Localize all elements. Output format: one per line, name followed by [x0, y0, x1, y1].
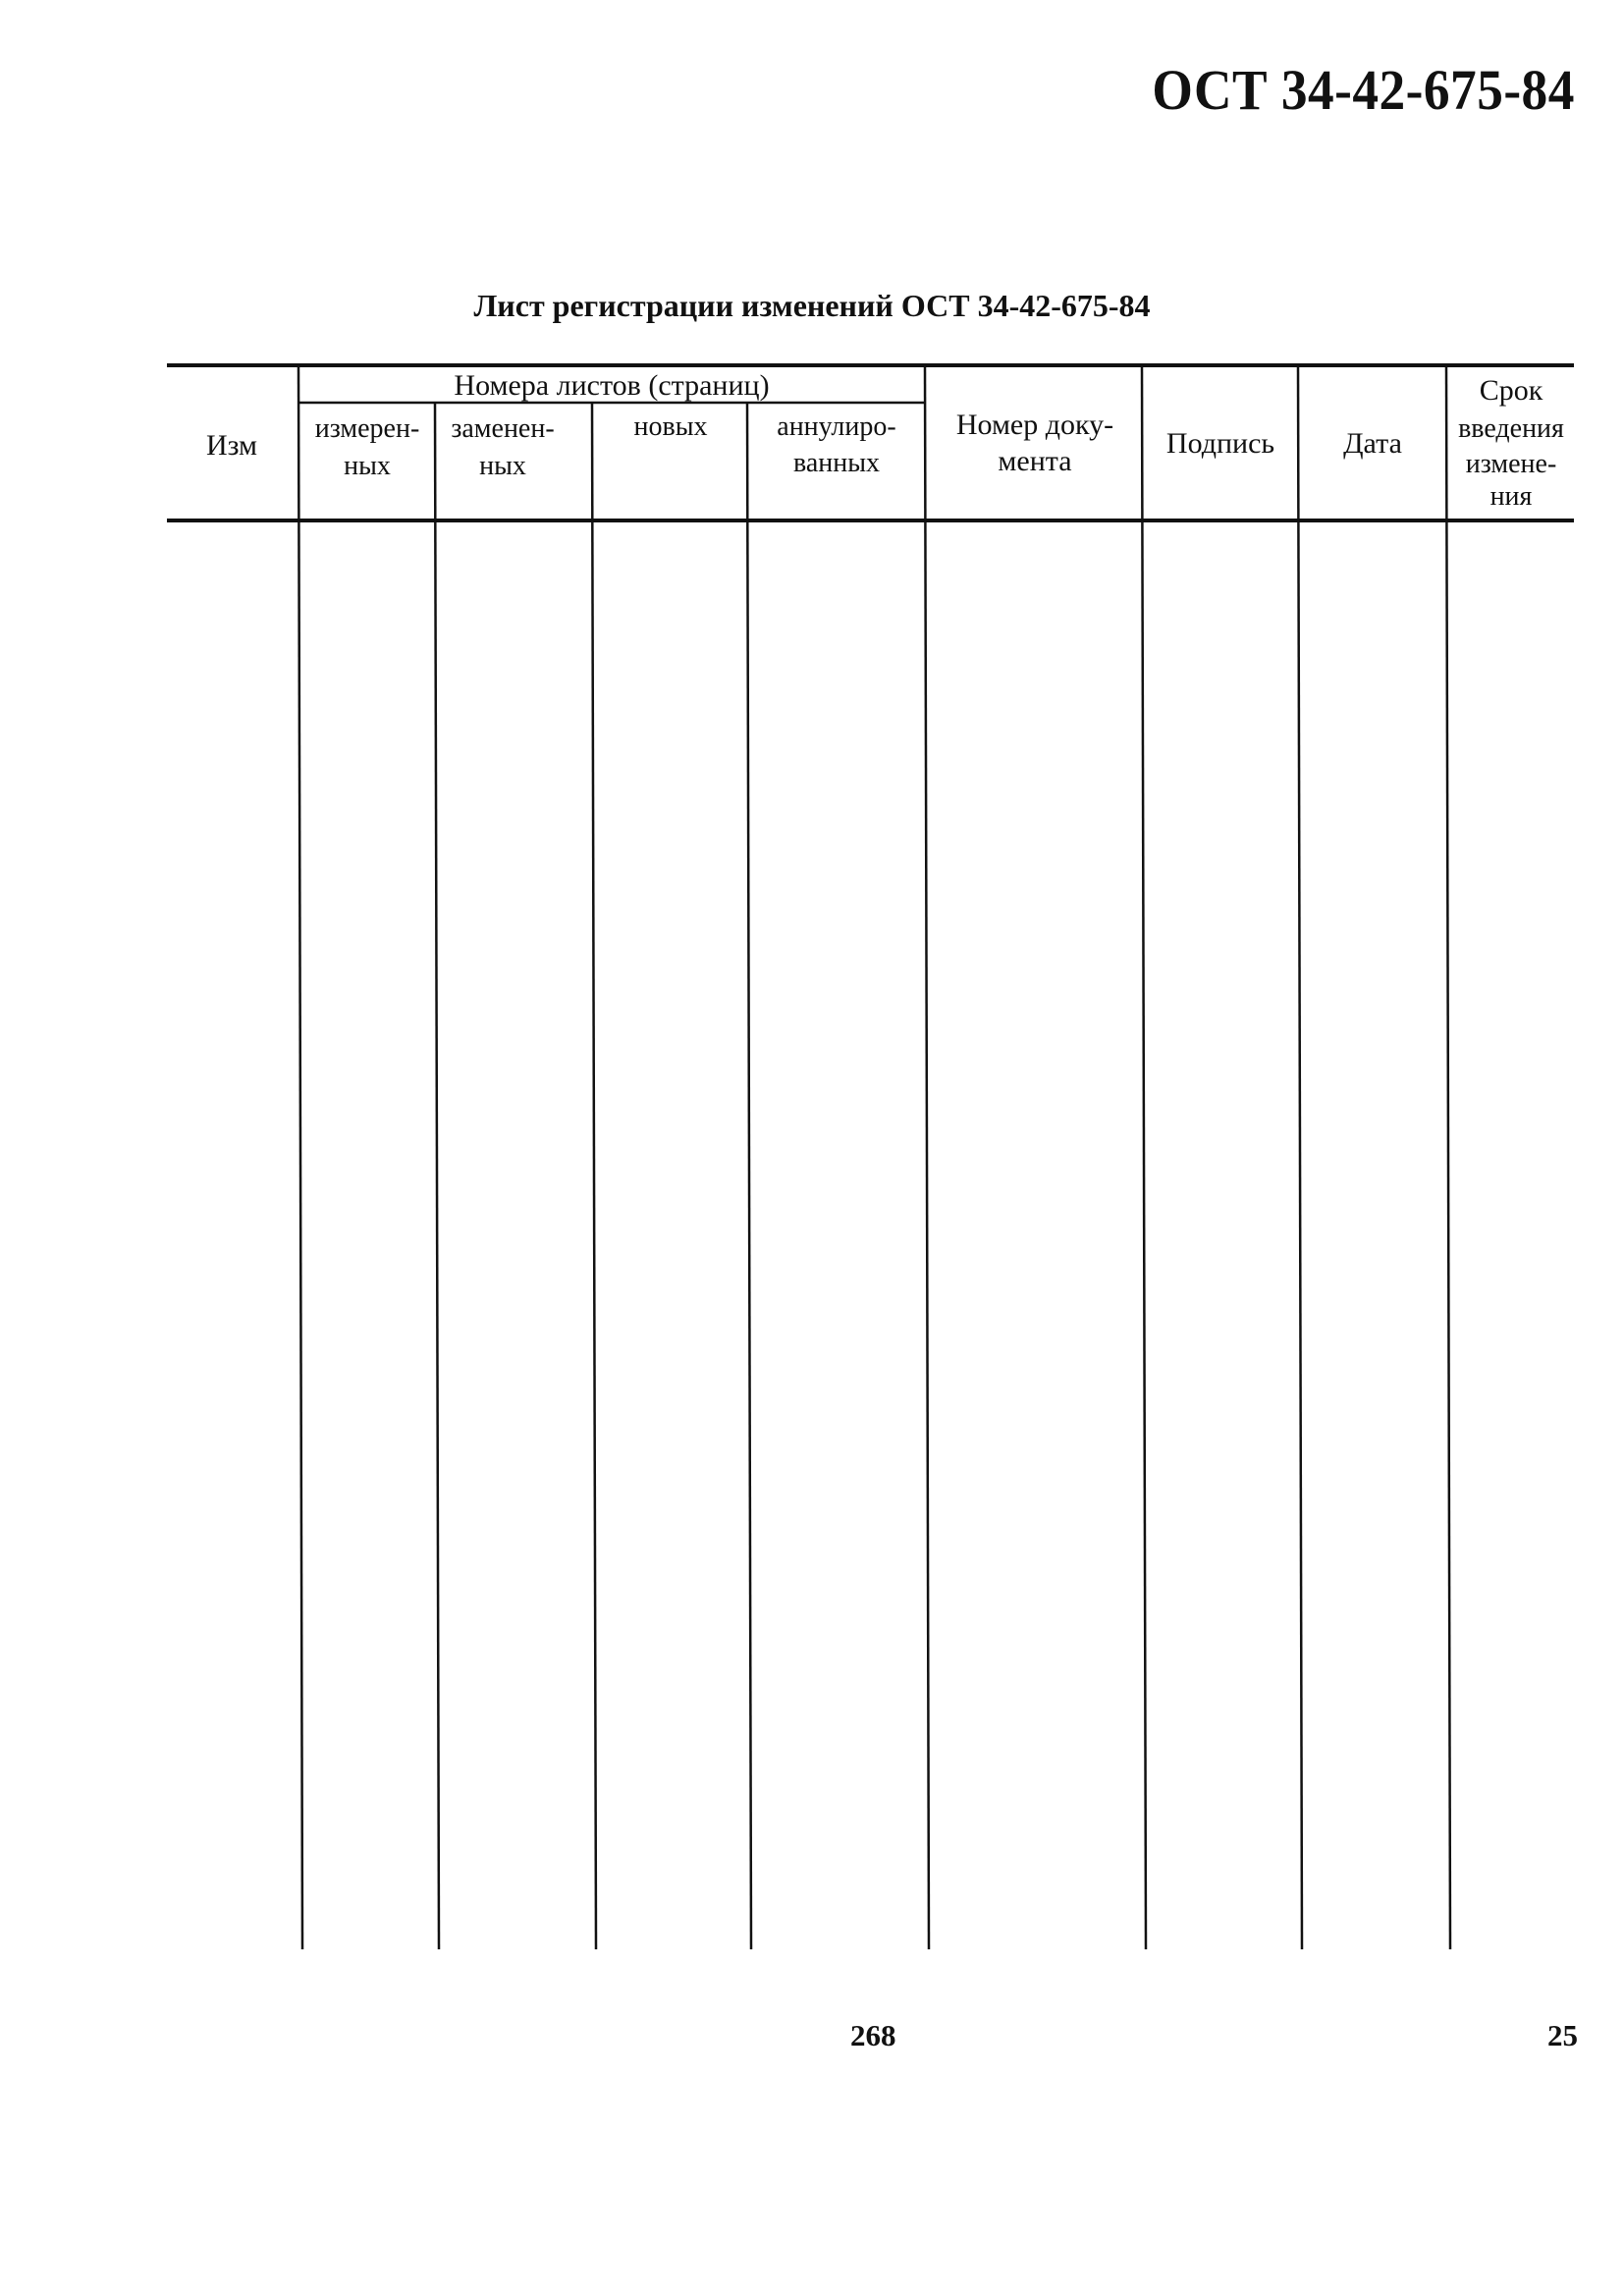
- column-header-effective-line2: введения: [1458, 413, 1564, 444]
- column-divider-5: [925, 365, 929, 1949]
- column-header-cancelled-line2: ванных: [792, 448, 881, 478]
- column-header-changed-line2: ных: [344, 451, 391, 481]
- column-header-date: Дата: [1343, 427, 1402, 460]
- page-number-right: 25: [1547, 2018, 1578, 2052]
- column-header-doc-number-line2: мента: [998, 445, 1072, 477]
- group-header-sheet-numbers: Номера листов (страниц): [454, 369, 770, 402]
- sheet-title: Лист регистрации изменений ОСТ 34-42-675-84: [473, 288, 1151, 323]
- column-header-replaced-line1: заменен-: [451, 413, 555, 444]
- column-divider-2: [435, 403, 439, 1949]
- column-divider-6: [1142, 365, 1146, 1949]
- column-divider-7: [1298, 365, 1302, 1949]
- column-header-effective-line4: ния: [1489, 481, 1533, 512]
- column-divider-8: [1446, 365, 1450, 1949]
- document-code: ОСТ 34-42-675-84: [1152, 58, 1575, 122]
- column-header-changed-line1: измерен-: [314, 413, 420, 444]
- column-divider-1: [298, 365, 302, 1949]
- column-header-effective-line3: измене-: [1465, 449, 1557, 479]
- column-divider-3: [592, 403, 596, 1949]
- column-header-cancelled-line1: аннулиро-: [777, 411, 896, 442]
- column-header-effective-line1: Срок: [1479, 374, 1543, 407]
- column-header-doc-number-line1: Номер доку-: [955, 409, 1114, 441]
- column-header-izm: Изм: [205, 429, 258, 462]
- column-header-new: новых: [633, 411, 708, 442]
- column-header-replaced-line2: ных: [479, 451, 526, 481]
- column-divider-4: [747, 403, 751, 1949]
- page-number-center: 268: [850, 2018, 896, 2052]
- column-header-signature: Подпись: [1165, 427, 1275, 460]
